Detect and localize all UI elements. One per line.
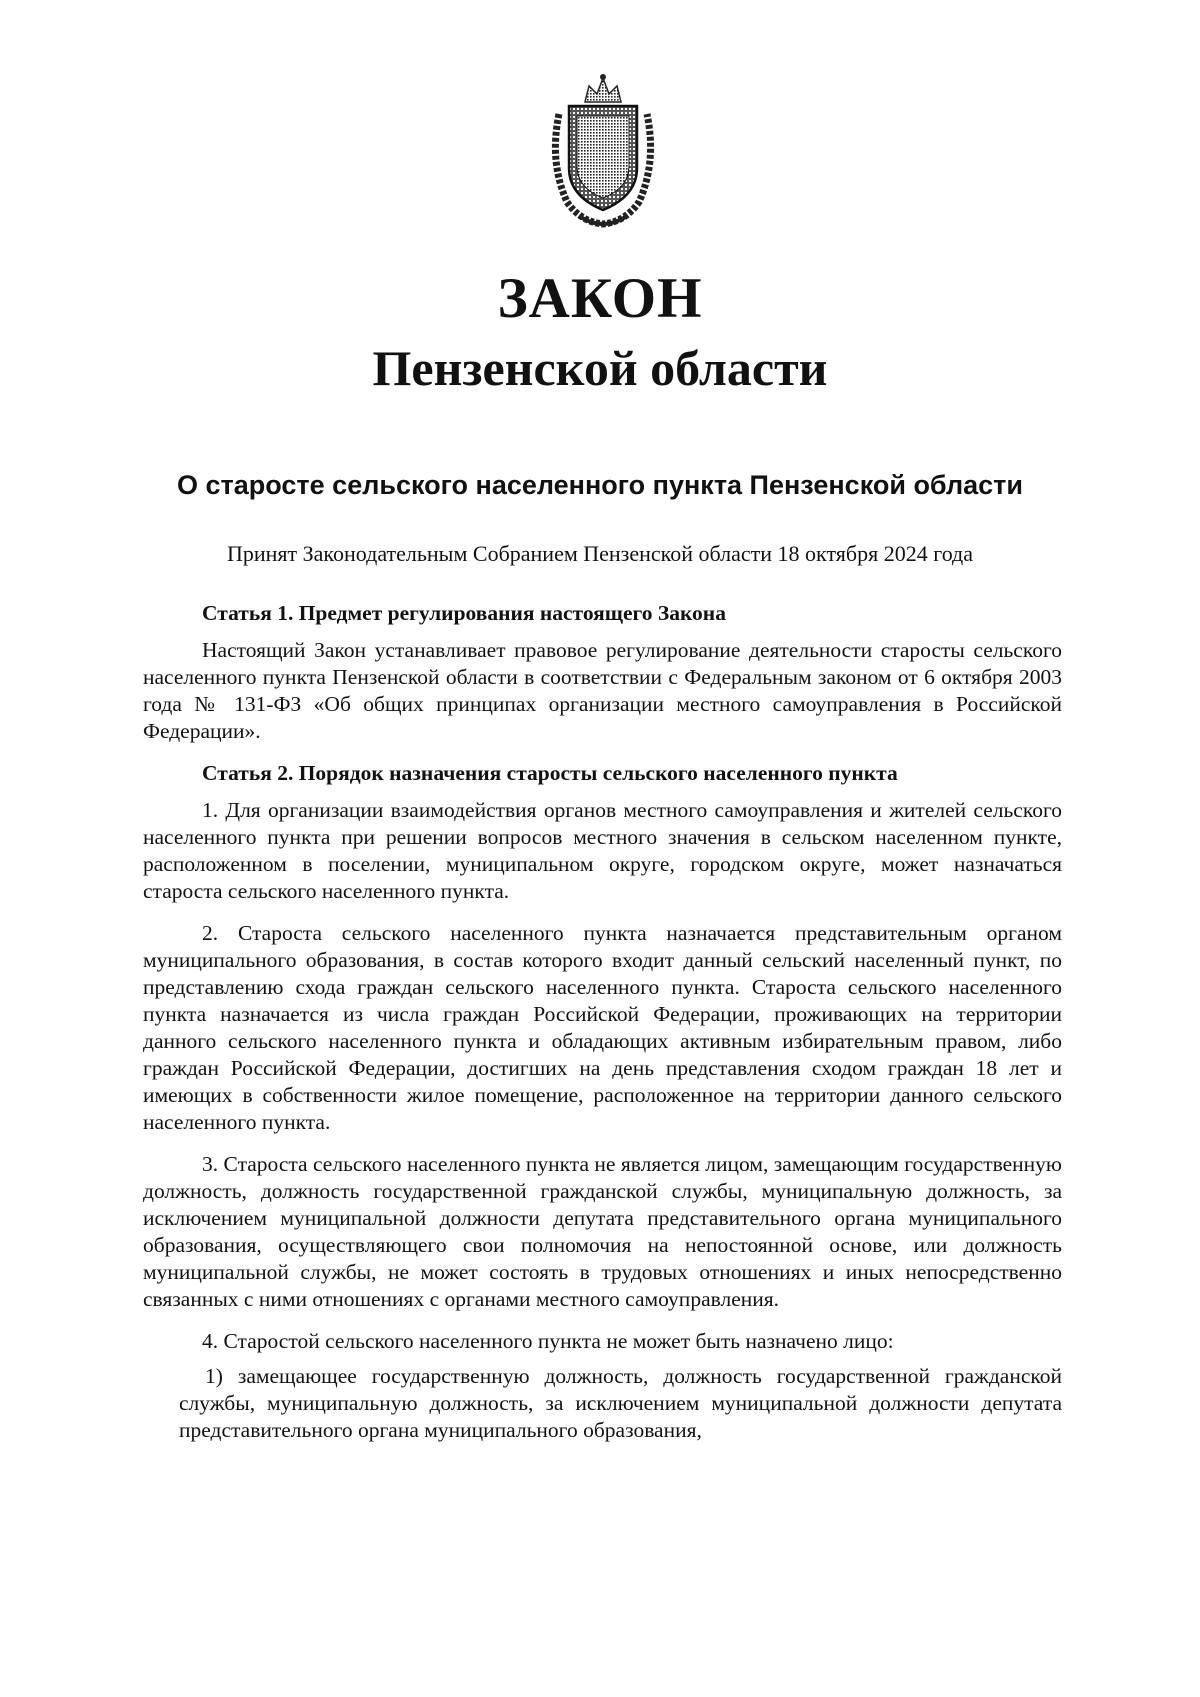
law-subject-heading: О старосте сельского населенного пункта Пензенской области [177,470,1023,500]
region-title: Пензенской области [372,340,828,396]
adoption-line: Принят Законодательным Собранием Пензенской области 18 октября 2024 года [226,541,974,566]
article-2-paragraph-4: 4. Старостой сельского населенного пункта не может быть назначено лицо: [202,1329,894,1353]
article-1-paragraph: Настоящий Закон устанавливает правовое регулирование деятельности старосты сельского населенного пункта Пензенской области в соответствии с Федеральным законом от 6 октября 2003 года № 131-ФЗ «Об общих принципах организации местного самоуправления в Российской Федерации». [143,638,1062,743]
article-2-paragraph-1: 1. Для организации взаимодействия органов местного самоуправления и жителей сельского населенного пункта при решении вопросов местного значения в сельском населенном пункте, расположенном в поселении, муниципальном округе, городском округе, может назначаться староста сельского населенного пункта. [143,798,1062,903]
article-1-heading: Статья 1. Предмет регулирования настоящего Закона [202,601,726,625]
article-2-paragraph-2: 2. Староста сельского населенного пункта назначается представительным органом муниципального образования, в состав которого входит данный сельский населенный пункт, по представлению схода граждан сельского населенного пункта. Староста сельского населенного пункта назначается из числа граждан Российской Федерации, проживающих на территории данного сельского населенного пункта и обладающих активным избирательным правом, либо граждан Российской Федерации, достигших на день представления сходом граждан 18 лет и имеющих в собственности жилое помещение, расположенное на территории данного сельского населенного пункта. [143,921,1062,1134]
coat-of-arms-icon [545,72,661,232]
law-body [143,600,1062,1444]
article-2-paragraph-3: 3. Староста сельского населенного пункта не является лицом, замещающим государственную должность, должность государственной гражданской службы, муниципальную должность, за исключением муниципальной должности депутата представительного органа муниципального образования, осуществляющего свои полномочия на непостоянной основе, или должность муниципальной службы, не может состоять в трудовых отношениях и иных непосредственно связанных с ними отношениях с органами местного самоуправления. [143,1152,1062,1311]
article-2-heading: Статья 2. Порядок назначения старосты сельского населенного пункта [202,761,898,785]
article-2-subitem-1: 1) замещающее государственную должность, должность государственной гражданской службы, муниципальную должность, за исключением муниципальной должности депутата представительного органа муниципального образования, [179,1364,1062,1442]
law-title: ЗАКОН [497,267,703,330]
